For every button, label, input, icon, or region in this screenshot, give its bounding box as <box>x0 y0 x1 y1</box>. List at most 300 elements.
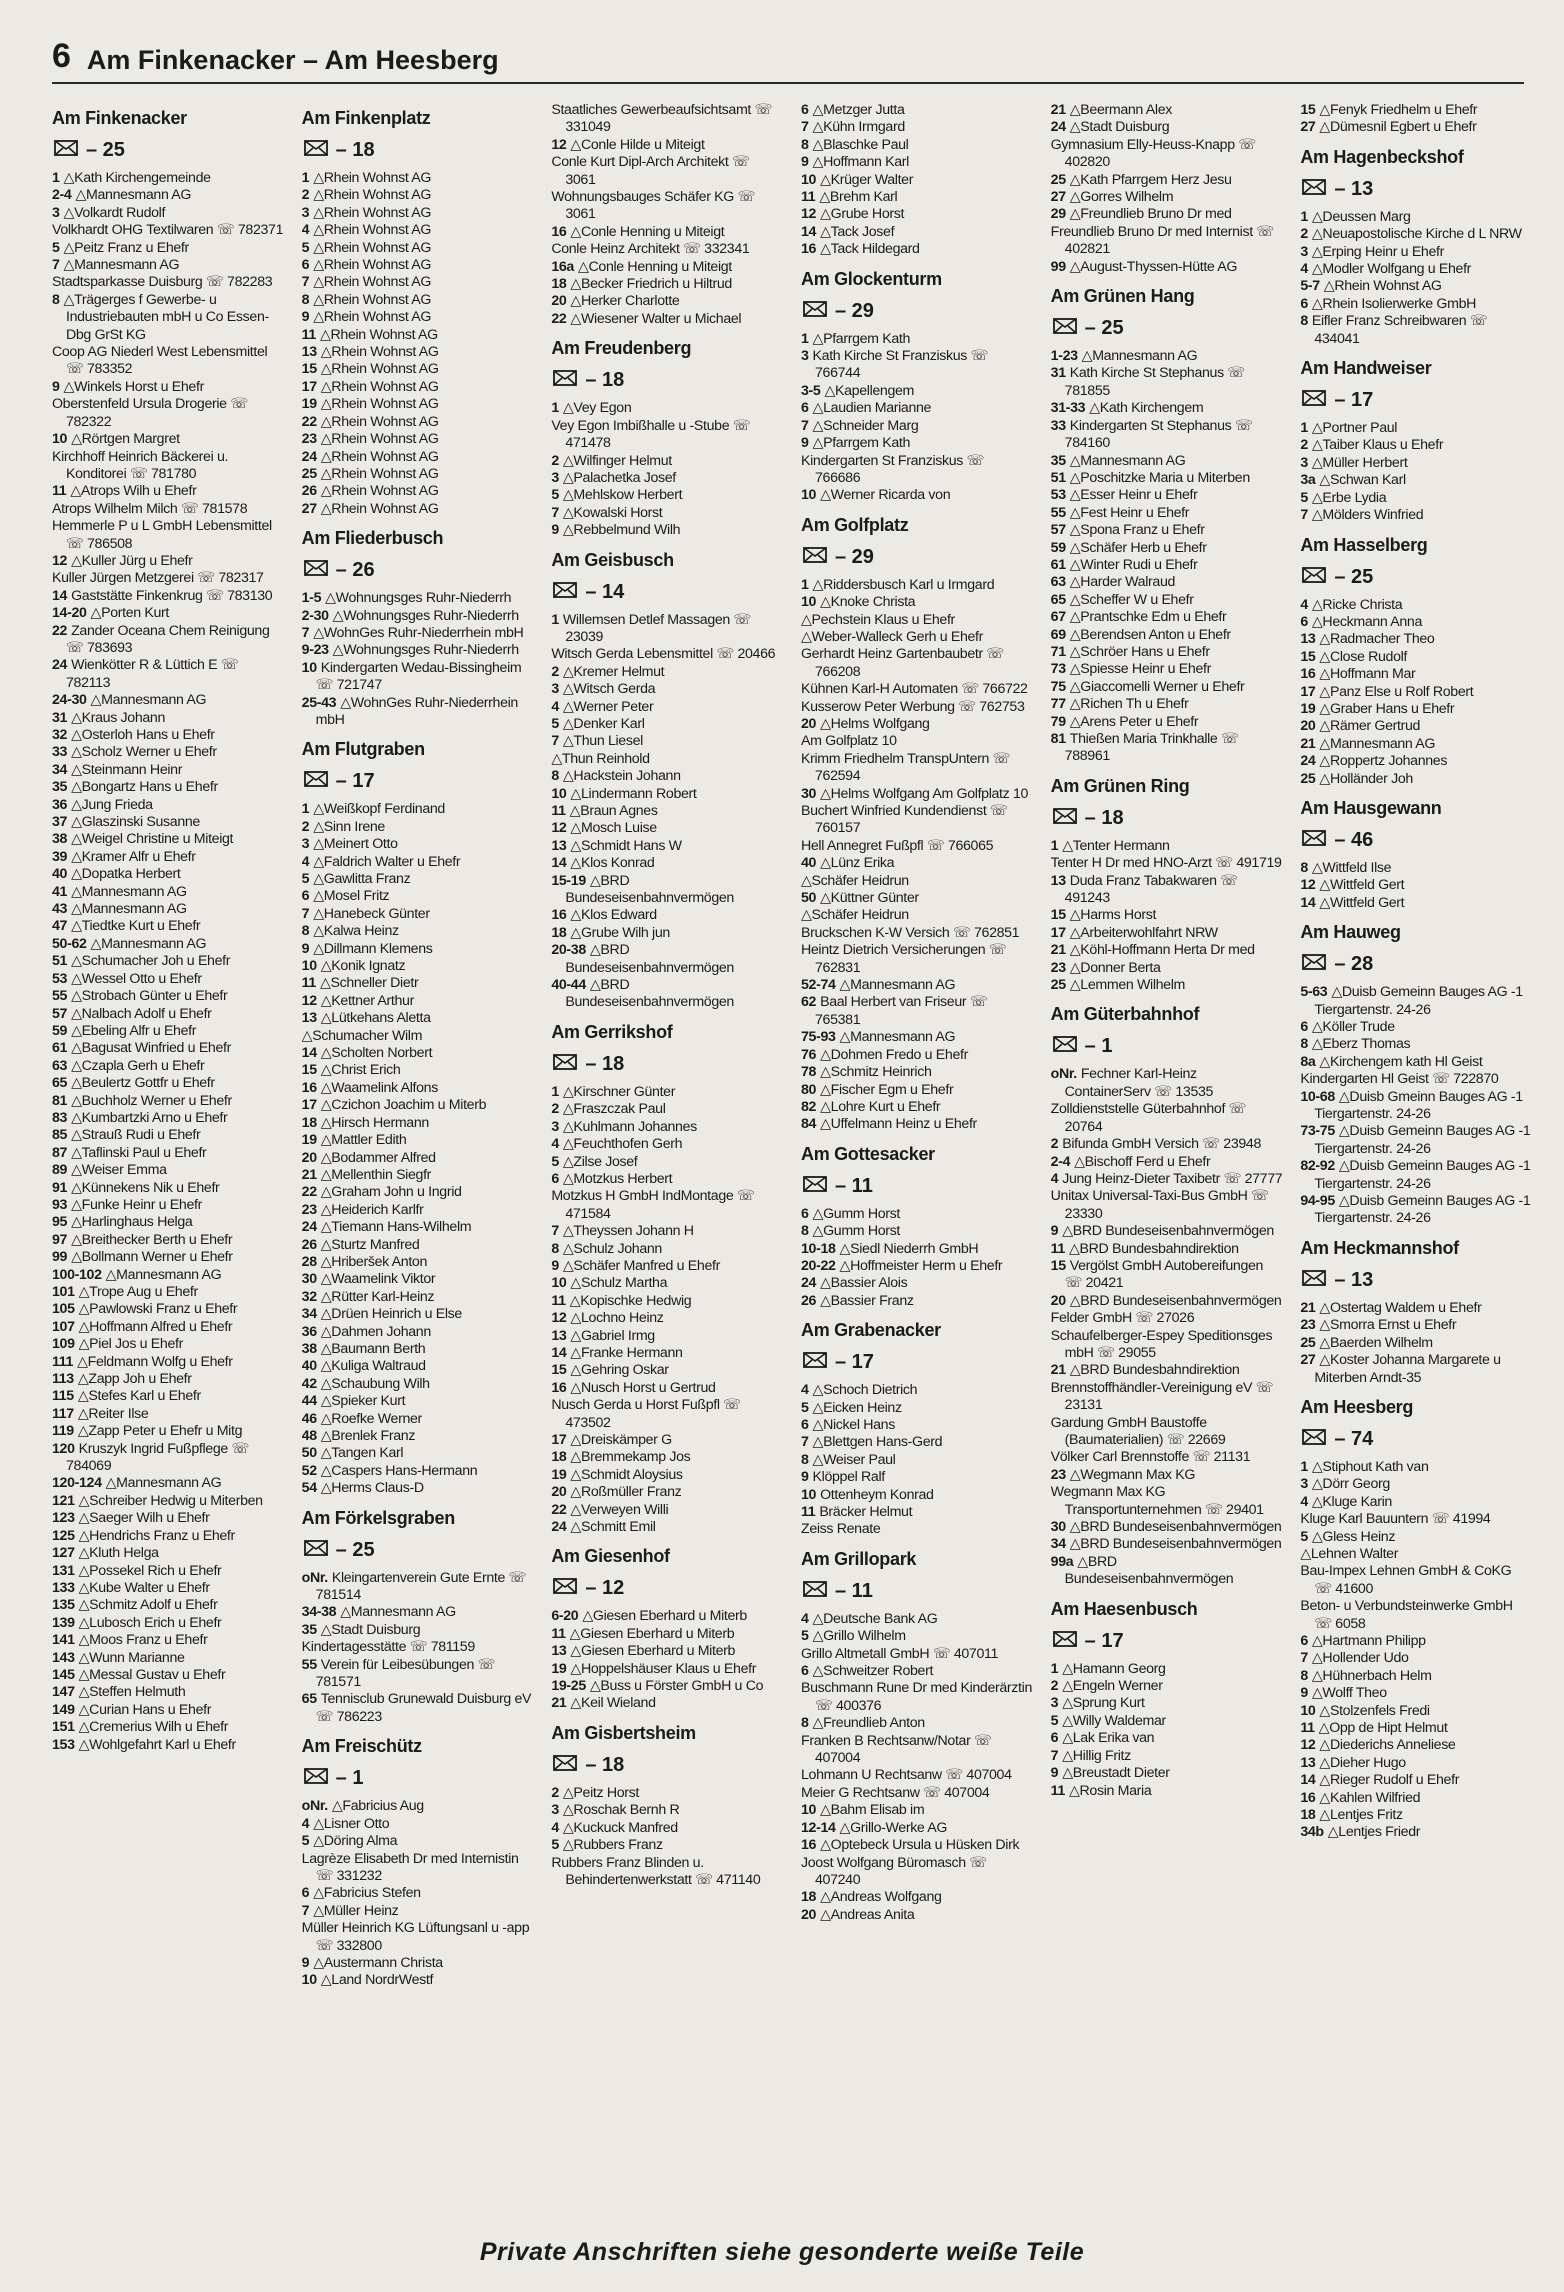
street-section <box>302 739 534 1497</box>
directory-entry <box>302 1411 534 1428</box>
house-number: 11 <box>1050 1782 1065 1799</box>
entry-text: Wegmann Max KG Transportunternehmen ☏ 29401 <box>1050 1484 1264 1518</box>
house-number: 23 <box>1050 1466 1066 1483</box>
house-number: 4 <box>1300 1493 1308 1510</box>
directory-entry <box>302 327 534 344</box>
house-number: 121 <box>52 1492 75 1509</box>
entry-text: △Werner Ricarda von <box>820 487 951 504</box>
entry-text: △Meinert Otto <box>313 836 398 853</box>
house-number: 12 <box>551 136 567 153</box>
street-section <box>302 1508 534 1727</box>
entry-text: △Hoffmann Karl <box>812 154 909 171</box>
entry-text: △Schmitz Heinrich <box>820 1064 932 1081</box>
entry-text: Jung Heinz-Dieter Taxibetr ☏ 27777 <box>1062 1170 1283 1187</box>
entry-text: △Berendsen Anton u Ehefr <box>1069 626 1231 643</box>
directory-entry <box>302 1622 534 1639</box>
directory-entry <box>302 240 534 257</box>
house-number: 21 <box>1050 102 1066 118</box>
entry-text: △Hartmann Philipp <box>1311 1632 1426 1649</box>
house-number: 100-102 <box>52 1266 102 1283</box>
directory-entry <box>302 344 534 361</box>
directory-entry <box>551 1695 783 1712</box>
entry-text: △Kraus Johann <box>71 709 166 726</box>
envelope-icon <box>553 1754 577 1777</box>
entry-text: △Radmacher Theo <box>1319 631 1435 648</box>
directory-entry <box>801 751 1033 786</box>
house-number: 16 <box>551 223 567 240</box>
entry-text: Lagrèze Elisabeth Dr med Internistin ☏ 331232 <box>301 1850 519 1884</box>
house-number: 9 <box>1300 1685 1308 1702</box>
directory-entry <box>52 744 284 761</box>
house-number: 3 <box>551 469 559 486</box>
house-number: 73-75 <box>1300 1123 1335 1140</box>
directory-entry <box>1300 771 1532 788</box>
entry-text: △Gawlitta Franz <box>313 871 411 887</box>
house-number: 67 <box>1050 609 1066 626</box>
house-number: 7 <box>1300 1650 1308 1667</box>
entry-text: △Conle Henning u Miteigt <box>570 223 725 240</box>
entry-text: Meier G Rechtsanw ☏ 407004 <box>801 1784 990 1801</box>
entry-text: △Baerden Wilhelm <box>1319 1334 1433 1351</box>
house-number: 24 <box>301 1219 317 1236</box>
house-number: 99 <box>52 1249 68 1266</box>
directory-entry <box>1300 1089 1532 1124</box>
street-name: Am Förkelsgraben <box>301 1507 455 1528</box>
house-number: 17 <box>301 1097 317 1114</box>
house-number: 16 <box>1300 666 1316 683</box>
house-number: 1 <box>551 1083 559 1100</box>
directory-entry <box>1300 1529 1532 1546</box>
house-number: 24-30 <box>52 692 87 709</box>
house-number: 40 <box>301 1358 317 1375</box>
house-number: 61 <box>52 1040 68 1057</box>
directory-entry <box>551 1678 783 1695</box>
directory-entry <box>1051 1136 1283 1153</box>
house-number: 4 <box>801 1610 809 1627</box>
directory-entry <box>1300 244 1532 261</box>
street-name: Am Hausgewann <box>1300 797 1442 818</box>
house-number: 3 <box>551 681 559 698</box>
entry-text: △Duisb Gemeinn Bauges AG -1 Tiergartenstr. 24-26 <box>1314 1193 1531 1227</box>
street-section <box>1300 358 1532 524</box>
entry-text: △Caspers Hans-Hermann <box>320 1462 478 1479</box>
street-section <box>1051 1004 1283 1588</box>
entry-text: △Mannesmann AG <box>340 1604 456 1621</box>
house-number: 6 <box>801 102 809 118</box>
house-number: 139 <box>52 1614 75 1631</box>
directory-entry <box>1300 718 1532 735</box>
directory-entry <box>1051 977 1283 994</box>
house-number: 1-23 <box>1050 348 1078 365</box>
postal-district-number: – 29 <box>835 545 874 568</box>
house-number: 78 <box>801 1064 817 1081</box>
entry-text: △Dahmen Johann <box>320 1323 431 1340</box>
entry-text: Kühnen Karl-H Automaten ☏ 766722 <box>801 681 1028 698</box>
house-number: 119 <box>52 1423 74 1440</box>
house-number: 15 <box>1050 907 1066 924</box>
entry-text: △Motzkus Herbert <box>562 1170 673 1187</box>
directory-entry <box>1300 1807 1532 1824</box>
directory-entry <box>801 1663 1033 1680</box>
directory-entry <box>1051 1258 1283 1293</box>
entry-text: △Rhein Wohnst AG <box>320 483 439 500</box>
directory-entry <box>1051 574 1283 591</box>
directory-entry <box>551 1484 783 1501</box>
directory-entry <box>801 977 1033 994</box>
directory-entry <box>302 906 534 923</box>
directory-entry <box>52 779 284 796</box>
entry-text: △Wunn Marianne <box>78 1649 185 1666</box>
directory-entry <box>52 588 284 605</box>
house-number: 16 <box>801 241 817 258</box>
entry-text: △Weiser Emma <box>71 1162 167 1179</box>
entry-text: Thießen Maria Trinkhalle ☏ 788961 <box>1064 731 1239 765</box>
directory-entry <box>801 890 1033 907</box>
directory-entry <box>801 594 1033 611</box>
envelope-icon <box>1053 807 1077 830</box>
street-section <box>801 269 1033 505</box>
directory-entry <box>52 1127 284 1144</box>
directory-entry <box>302 1341 534 1358</box>
directory-entry <box>52 1232 284 1249</box>
house-number: 20 <box>551 293 567 310</box>
postal-district-number: – 17 <box>1084 1629 1124 1652</box>
house-number: 31 <box>1050 365 1066 382</box>
directory-entry <box>1051 224 1283 259</box>
directory-entry <box>551 664 783 681</box>
directory-entry <box>551 1258 783 1275</box>
entry-text: Franken B Rechtsanw/Notar ☏ 407004 <box>801 1732 992 1767</box>
directory-entry <box>302 1445 534 1462</box>
directory-entry <box>1051 348 1283 365</box>
entry-text: △Wittfeld Ilse <box>1311 859 1392 876</box>
entry-text: △Rhein Wohnst AG <box>313 309 432 326</box>
entry-text: △Hirsch Hermann <box>320 1114 429 1131</box>
entry-text: △Kath Kirchengem <box>1089 400 1204 417</box>
directory-entry <box>302 1324 534 1341</box>
house-number: 27 <box>301 500 317 517</box>
entry-text: △Fraszczak Paul <box>562 1101 666 1118</box>
entry-text: △Cremerius Wilh u Ehefr <box>78 1719 229 1736</box>
directory-entry <box>1300 1019 1532 1036</box>
directory-entry <box>801 699 1033 716</box>
entry-text: Klöppel Ralf <box>812 1469 885 1486</box>
entry-text: △Roppertz Johannes <box>1319 753 1448 770</box>
directory-entry <box>1300 1317 1532 1334</box>
envelope-icon <box>304 1767 328 1790</box>
house-number: 38 <box>52 831 68 848</box>
house-number: 1 <box>301 170 310 186</box>
entry-text: △Brehm Karl <box>819 189 898 206</box>
directory-entry <box>801 383 1033 400</box>
entry-text: Tenter H Dr med HNO-Arzt ☏ 491719 <box>1050 855 1282 872</box>
house-number: 1 <box>1050 1660 1059 1677</box>
directory-entry <box>551 1345 783 1362</box>
house-number: 13 <box>301 344 317 361</box>
directory-entry <box>801 1767 1033 1784</box>
entry-text: △Beulertz Gottfr u Ehefr <box>71 1075 215 1092</box>
directory-entry <box>551 699 783 716</box>
entry-text: △Zilse Josef <box>562 1153 638 1170</box>
house-number: 4 <box>551 1136 559 1153</box>
entry-text: △Blaschke Paul <box>812 136 909 153</box>
directory-entry <box>52 1284 284 1301</box>
directory-entry <box>302 1254 534 1271</box>
house-number: 24 <box>1300 753 1316 770</box>
entry-text: △Land NordrWestf <box>320 1972 434 1989</box>
house-number: 46 <box>301 1410 317 1427</box>
house-number: 6 <box>801 400 809 417</box>
house-number: oNr. <box>301 1798 328 1815</box>
house-number: 75-93 <box>801 1029 836 1046</box>
entry-text: Vergölst GmbH Autobereifungen ☏ 20421 <box>1064 1257 1264 1292</box>
entry-text: Conle Heinz Architekt ☏ 332341 <box>551 241 750 258</box>
house-number: 120-124 <box>52 1475 102 1492</box>
entry-text: △Winkels Horst u Ehefr <box>63 378 204 395</box>
house-number: 1 <box>801 576 809 593</box>
house-number: 8a <box>1300 1053 1316 1070</box>
directory-entry <box>801 1417 1033 1434</box>
postal-district-number: – 17 <box>335 770 375 793</box>
entry-text: △Denker Karl <box>562 715 645 732</box>
house-number: 15 <box>1300 102 1316 118</box>
postal-district <box>803 1580 1033 1603</box>
entry-text: Conle Kurt Dipl-Arch Architekt ☏ 3061 <box>551 154 750 188</box>
entry-text: △Strobach Günter u Ehefr <box>71 988 228 1005</box>
house-number: 15 <box>1050 1257 1066 1274</box>
entry-text: △Steffen Helmuth <box>78 1684 186 1701</box>
house-number: 141 <box>52 1632 75 1649</box>
house-number: 5 <box>551 1153 559 1170</box>
postal-district-number: – 13 <box>1334 177 1374 200</box>
directory-entry <box>1051 1748 1283 1765</box>
directory-entry <box>1300 209 1532 226</box>
directory-entry <box>302 1851 534 1886</box>
house-number: 19 <box>301 396 317 413</box>
entry-text: Freundlieb Bruno Dr med Internist ☏ 402821 <box>1050 223 1274 258</box>
house-number: 8 <box>801 1451 809 1468</box>
house-number: 10-18 <box>801 1240 836 1257</box>
house-number: 7 <box>301 905 310 922</box>
house-number: 41 <box>52 883 68 900</box>
postal-district-number: – 25 <box>1334 565 1374 588</box>
postal-district <box>1053 807 1283 830</box>
house-number: 97 <box>52 1231 68 1248</box>
street-name: Am Güterbahnhof <box>1050 1004 1200 1025</box>
entry-text: △Blettgen Hans-Gerd <box>812 1434 943 1451</box>
entry-text: △Steinmann Heinr <box>71 761 183 778</box>
postal-district <box>553 1754 783 1777</box>
directory-entry <box>551 487 783 504</box>
directory-entry <box>52 1075 284 1092</box>
house-number: 6 <box>1300 613 1308 630</box>
house-number: 1-5 <box>301 590 322 607</box>
entry-text: △Bagusat Winfried u Ehefr <box>71 1040 231 1057</box>
entry-text: △Roefke Werner <box>320 1410 422 1427</box>
directory-entry <box>551 1626 783 1643</box>
directory-entry <box>1051 661 1283 678</box>
directory-entry <box>551 751 783 768</box>
entry-text: △Tangen Karl <box>320 1445 404 1462</box>
house-number: 33 <box>1050 417 1066 434</box>
directory-entry <box>52 187 284 204</box>
directory-entry <box>1051 1154 1283 1171</box>
directory-entry <box>551 1802 783 1819</box>
entry-text: △Dohmen Fredo u Ehefr <box>820 1046 968 1063</box>
directory-entry <box>1051 453 1283 470</box>
entry-text: △Mattler Edith <box>320 1132 407 1149</box>
house-number: 21 <box>1050 1362 1066 1379</box>
house-number: 42 <box>301 1375 317 1392</box>
street-section <box>801 515 1033 1134</box>
entry-text: △Piel Jos u Ehefr <box>78 1336 183 1353</box>
directory-entry <box>1051 1223 1283 1240</box>
house-number: 3 <box>801 348 809 365</box>
directory-entry <box>302 274 534 291</box>
directory-entry <box>302 431 534 448</box>
directory-entry <box>551 855 783 872</box>
house-number: 31-33 <box>1050 400 1086 417</box>
house-number: 22 <box>52 622 68 639</box>
directory-entry <box>302 396 534 413</box>
house-number: 34b <box>1300 1824 1324 1841</box>
entry-text: △Taflinski Paul u Ehefr <box>71 1144 207 1161</box>
entry-text: Krimm Friedhelm TranspUntern ☏ 762594 <box>801 750 1011 785</box>
directory-entry <box>302 1289 534 1306</box>
house-number: 6 <box>801 1663 809 1680</box>
entry-text: △Wilfinger Helmut <box>562 452 672 469</box>
entry-text: Gerhardt Heinz Gartenbaubetr ☏ 766208 <box>801 646 1004 680</box>
entry-text: △Harms Horst <box>1069 907 1157 924</box>
house-number: 8 <box>801 136 809 153</box>
entry-text: △Schumacher Wilm <box>301 1027 423 1044</box>
entry-text: △Tack Josef <box>820 223 895 240</box>
house-number: 19 <box>551 1466 567 1483</box>
house-number: 25 <box>1050 977 1066 994</box>
directory-entry <box>801 1785 1033 1802</box>
house-number: 2 <box>551 663 559 680</box>
entry-text: △Rhein Wohnst AG <box>1323 278 1442 295</box>
entry-text: △Schäfer Manfred u Ehefr <box>562 1257 720 1274</box>
house-number: 4 <box>1050 1170 1059 1187</box>
directory-entry <box>52 884 284 901</box>
entry-text: △Schweitzer Robert <box>812 1663 934 1680</box>
envelope-icon <box>1302 389 1326 412</box>
entry-text: △Buss u Förster GmbH u Co <box>589 1678 764 1695</box>
house-number: 19-25 <box>551 1678 586 1695</box>
entry-text: Bifunda GmbH Versich ☏ 23948 <box>1062 1136 1261 1153</box>
entry-text: △Sturtz Manfred <box>320 1236 420 1253</box>
entry-text: △Rhein Isolierwerke GmbH <box>1311 295 1477 312</box>
entry-text: △Rhein Wohnst AG <box>320 378 439 395</box>
entry-text: △Dreiskämper G <box>570 1432 672 1448</box>
directory-entry <box>1300 1720 1532 1737</box>
entry-text: △Weber-Walleck Gerh u Ehefr <box>801 628 984 645</box>
house-number: 14 <box>1300 894 1316 911</box>
entry-text: △Kumbartzki Arno u Ehefr <box>71 1109 228 1126</box>
directory-entry <box>302 466 534 483</box>
postal-district-number: – 25 <box>1084 317 1124 340</box>
entry-text: △Grube Wilh jun <box>570 924 670 941</box>
directory-entry <box>302 836 534 853</box>
directory-entry <box>52 1406 284 1423</box>
directory-entry <box>551 942 783 977</box>
house-number: 7 <box>301 274 310 291</box>
entry-text: △Müller Herbert <box>1311 454 1408 471</box>
entry-text: △Poschitzke Maria u Miterben <box>1069 469 1250 486</box>
house-number: 5 <box>301 239 310 256</box>
street-section <box>1051 776 1283 995</box>
entry-text: △Bahm Elisab im <box>820 1802 925 1819</box>
house-number: 3a <box>1300 472 1316 489</box>
entry-text: △Herker Charlotte <box>570 293 680 310</box>
directory-entry <box>551 838 783 855</box>
entry-text: △Kluge Karin <box>1311 1493 1392 1510</box>
directory-entry <box>551 1608 783 1625</box>
entry-text: △Köhl-Hoffmann Herta Dr med <box>1069 942 1255 959</box>
directory-entry <box>52 1423 284 1440</box>
house-number: 62 <box>801 994 817 1011</box>
directory-entry <box>551 1643 783 1660</box>
house-number: 6 <box>301 1885 310 1902</box>
directory-entry <box>1051 522 1283 539</box>
directory-entry <box>52 501 284 518</box>
street-name: Am Finkenplatz <box>301 108 431 128</box>
envelope-icon <box>803 300 827 323</box>
house-number: 4 <box>301 853 310 870</box>
directory-entry <box>52 1615 284 1632</box>
house-number: 1 <box>551 400 559 417</box>
directory-entry <box>52 1162 284 1179</box>
house-number: 27 <box>1050 189 1066 206</box>
directory-entry <box>302 1691 534 1726</box>
directory-entry <box>1300 1511 1532 1528</box>
directory-entry <box>302 958 534 975</box>
house-number: 14 <box>1300 1772 1316 1789</box>
entry-text: Lohmann U Rechtsanw ☏ 407004 <box>801 1767 1012 1784</box>
postal-district-number: – 18 <box>335 139 375 161</box>
house-number: 37 <box>52 814 68 831</box>
directory-entry <box>551 733 783 750</box>
street-name: Am Gisbertsheim <box>551 1722 696 1743</box>
directory-entry <box>801 1064 1033 1081</box>
envelope-icon <box>803 1351 827 1374</box>
directory-entry <box>52 1197 284 1214</box>
directory-entry <box>302 1428 534 1445</box>
house-number: 120 <box>52 1440 75 1457</box>
directory-entry <box>302 801 534 818</box>
house-number: 17 <box>551 1432 567 1448</box>
directory-entry <box>52 449 284 484</box>
entry-text: △Peitz Horst <box>562 1784 639 1801</box>
house-number: 4 <box>551 1819 559 1836</box>
directory-entry <box>1300 1824 1532 1841</box>
directory-entry <box>1051 470 1283 487</box>
directory-entry <box>302 993 534 1010</box>
directory-entry <box>551 1467 783 1484</box>
entry-text: △Graber Hans u Ehefr <box>1319 700 1455 717</box>
directory-entry <box>551 1837 783 1854</box>
entry-text: △Rhein Wohnst AG <box>319 326 438 343</box>
postal-district <box>1053 1035 1283 1058</box>
house-number: 94-95 <box>1300 1193 1335 1210</box>
street-section <box>52 108 284 1754</box>
house-number: 20 <box>301 1149 317 1166</box>
directory-entry <box>1051 1310 1283 1327</box>
house-number: 35 <box>1050 452 1066 469</box>
directory-entry <box>52 866 284 883</box>
house-number: 55 <box>301 1656 317 1673</box>
